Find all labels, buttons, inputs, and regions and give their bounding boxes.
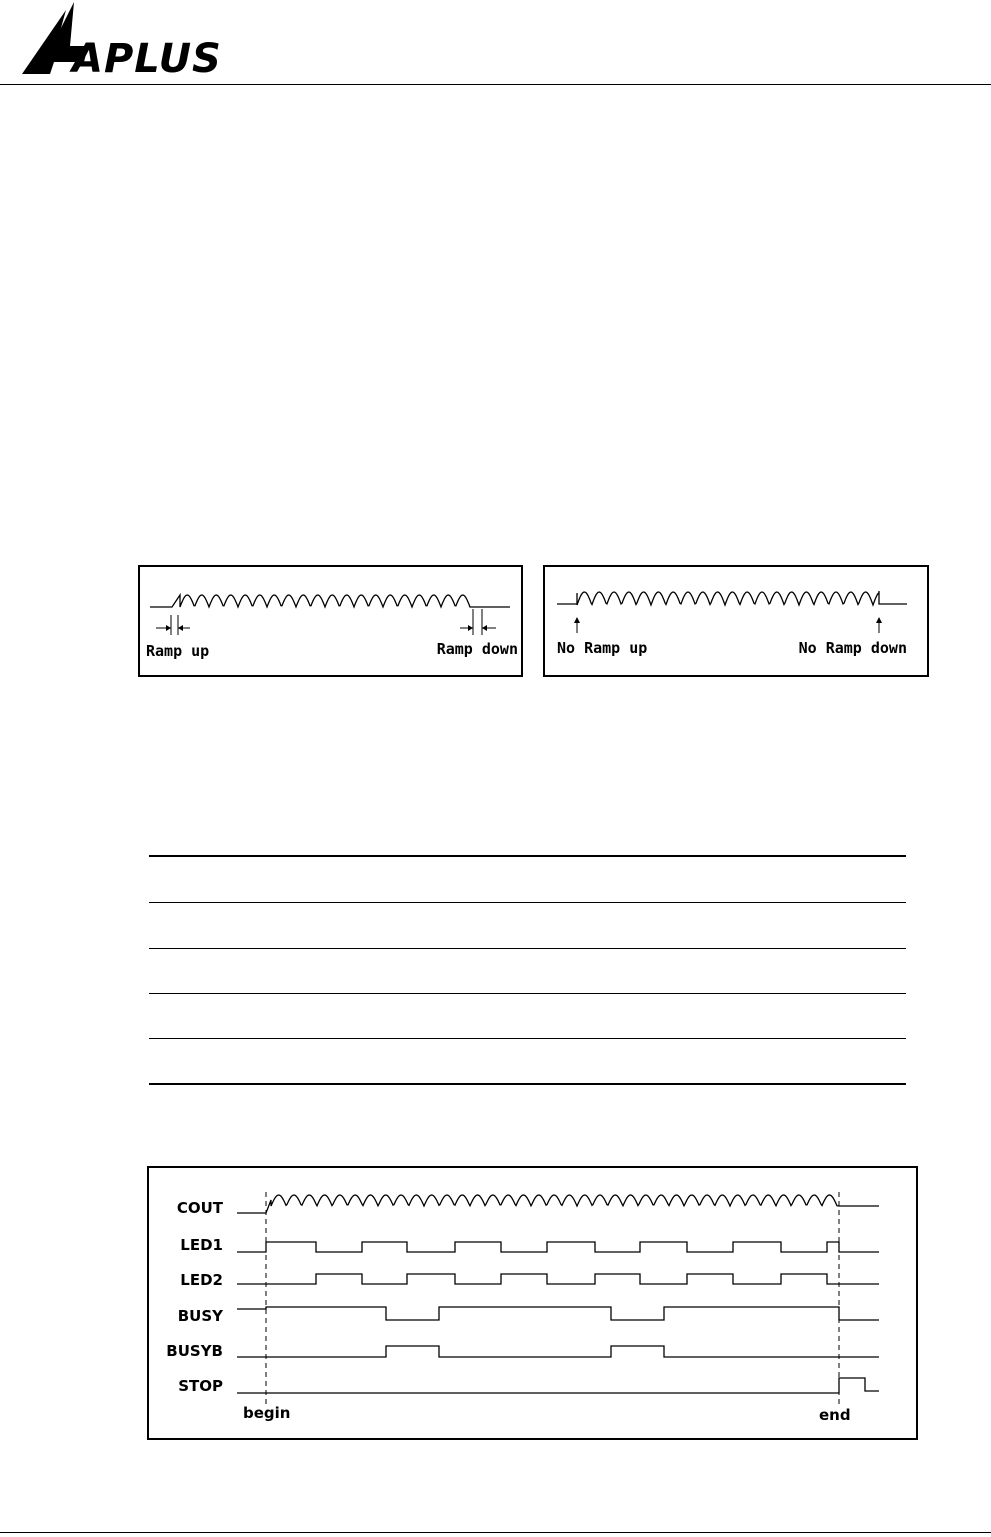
begin-label: begin <box>243 1404 291 1422</box>
signal-label-led2: LED2 <box>180 1271 223 1289</box>
no-ramp-down-label: No Ramp down <box>798 639 907 657</box>
footer-rule <box>0 1532 991 1533</box>
cout-waveform <box>237 1195 879 1213</box>
aplus-logo <box>10 2 222 82</box>
logo-text: APLUS <box>72 36 222 82</box>
no-ramp-up-label: No Ramp up <box>557 639 648 657</box>
table-row-rule <box>149 993 906 994</box>
busyb-waveform <box>237 1346 879 1357</box>
no-ramp-figure <box>543 565 929 677</box>
signal-label-stop: STOP <box>178 1377 223 1395</box>
ramp-down-label: Ramp down <box>436 640 518 658</box>
led2-waveform <box>237 1274 879 1284</box>
stop-waveform <box>237 1378 879 1393</box>
busy-waveform <box>237 1307 879 1320</box>
timing-diagram <box>147 1166 918 1440</box>
table-bottom-rule <box>149 1083 906 1085</box>
end-label: end <box>819 1406 851 1424</box>
signal-label-cout: COUT <box>176 1199 223 1217</box>
header-rule <box>0 84 991 85</box>
ramp-figure <box>138 565 523 677</box>
table-row-rule <box>149 1038 906 1039</box>
table-row-rule <box>149 948 906 949</box>
signal-label-busyb: BUSYB <box>166 1342 223 1360</box>
signal-label-busy: BUSY <box>177 1307 223 1325</box>
ramp-up-label: Ramp up <box>146 642 210 660</box>
led1-waveform <box>237 1242 879 1252</box>
table-row-rule <box>149 902 906 903</box>
table-top-rule <box>149 855 906 857</box>
signal-label-led1: LED1 <box>180 1236 223 1254</box>
